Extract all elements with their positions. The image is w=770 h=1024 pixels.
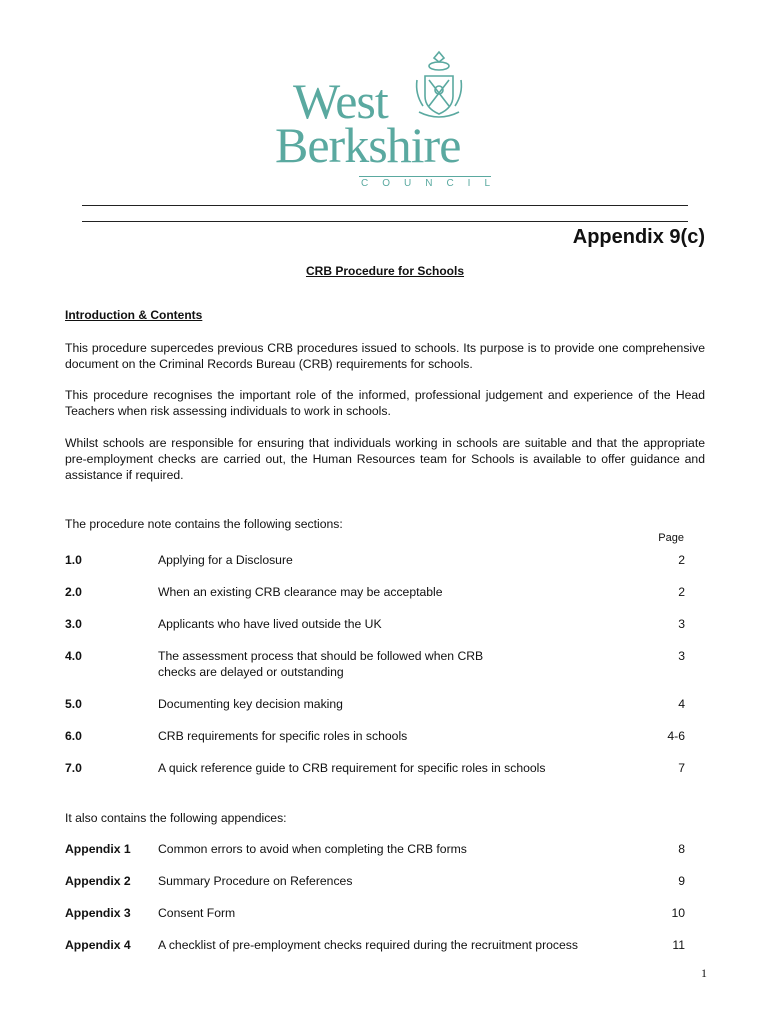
intro-paragraph-2: This procedure recognises the important role of the informed, professional judgement and experience of the Head Teachers when risk assessing individuals to work in schools. [65, 388, 705, 418]
section-page: 7 [678, 761, 685, 775]
section-title: Applicants who have lived outside the UK [158, 617, 382, 631]
logo-council-text: COUNCIL [361, 178, 505, 189]
section-page: 2 [678, 553, 685, 567]
page-column-label: Page [658, 532, 684, 544]
section-number: 2.0 [65, 585, 82, 599]
section-title: CRB requirements for specific roles in schools [158, 729, 408, 743]
section-title: A quick reference guide to CRB requirement for specific roles in schools [158, 761, 546, 775]
appendix-page: 11 [672, 938, 685, 952]
section-title: Documenting key decision making [158, 697, 343, 711]
appendices-intro: It also contains the following appendices: [65, 811, 287, 825]
header-rule-top [82, 205, 688, 206]
appendix-number: Appendix 2 [65, 874, 131, 888]
logo-berkshire-text: Berkshire [275, 117, 461, 173]
document-title: CRB Procedure for Schools [305, 264, 465, 278]
appendix-title: Consent Form [158, 906, 236, 920]
west-berkshire-logo [275, 50, 505, 189]
appendix-title: Summary Procedure on References [158, 874, 353, 888]
intro-heading: Introduction & Contents [65, 308, 203, 322]
section-page: 2 [678, 585, 685, 599]
intro-paragraph-3: Whilst schools are responsible for ensuring that individuals working in schools are suitable and that the appropriate pre-employment checks are carried out, the Human Resources team for Schools is available to offer guidance and assistance if required. [65, 436, 705, 482]
section-title: The assessment process that should be followed when CRB checks are delayed or outstanding [158, 649, 484, 679]
appendix-page: 9 [678, 874, 685, 888]
section-number: 4.0 [65, 649, 82, 663]
section-number: 1.0 [65, 553, 82, 567]
appendix-page: 8 [678, 842, 685, 856]
section-number: 7.0 [65, 761, 82, 775]
section-number: 6.0 [65, 729, 82, 743]
header-rule-bottom [82, 221, 688, 222]
appendix-number: Appendix 3 [65, 906, 131, 920]
appendix-number: Appendix 4 [65, 938, 131, 952]
section-page: 3 [678, 617, 685, 631]
section-page: 4 [678, 697, 685, 711]
council-crest-icon [413, 50, 465, 122]
appendix-title: A checklist of pre-employment checks required during the recruitment process [158, 938, 578, 952]
appendix-title: Common errors to avoid when completing the CRB forms [158, 842, 467, 856]
sections-intro: The procedure note contains the following sections: [65, 517, 343, 531]
section-number: 5.0 [65, 697, 82, 711]
appendix-page: 10 [671, 906, 685, 920]
logo-west-text: West [293, 73, 388, 129]
appendix-number: Appendix 1 [65, 842, 131, 856]
section-title: When an existing CRB clearance may be acceptable [158, 585, 443, 599]
section-title: Applying for a Disclosure [158, 553, 293, 567]
section-page: 3 [678, 649, 685, 663]
logo-divider [359, 176, 491, 177]
section-page: 4-6 [667, 729, 685, 743]
appendix-title: Appendix 9(c) [572, 226, 705, 248]
intro-paragraph-1: This procedure supercedes previous CRB procedures issued to schools. Its purpose is to provide one comprehensive document on the Criminal Records Bureau (CRB) requirements for schools. [65, 341, 705, 371]
section-number: 3.0 [65, 617, 82, 631]
page-number: 1 [701, 966, 707, 980]
